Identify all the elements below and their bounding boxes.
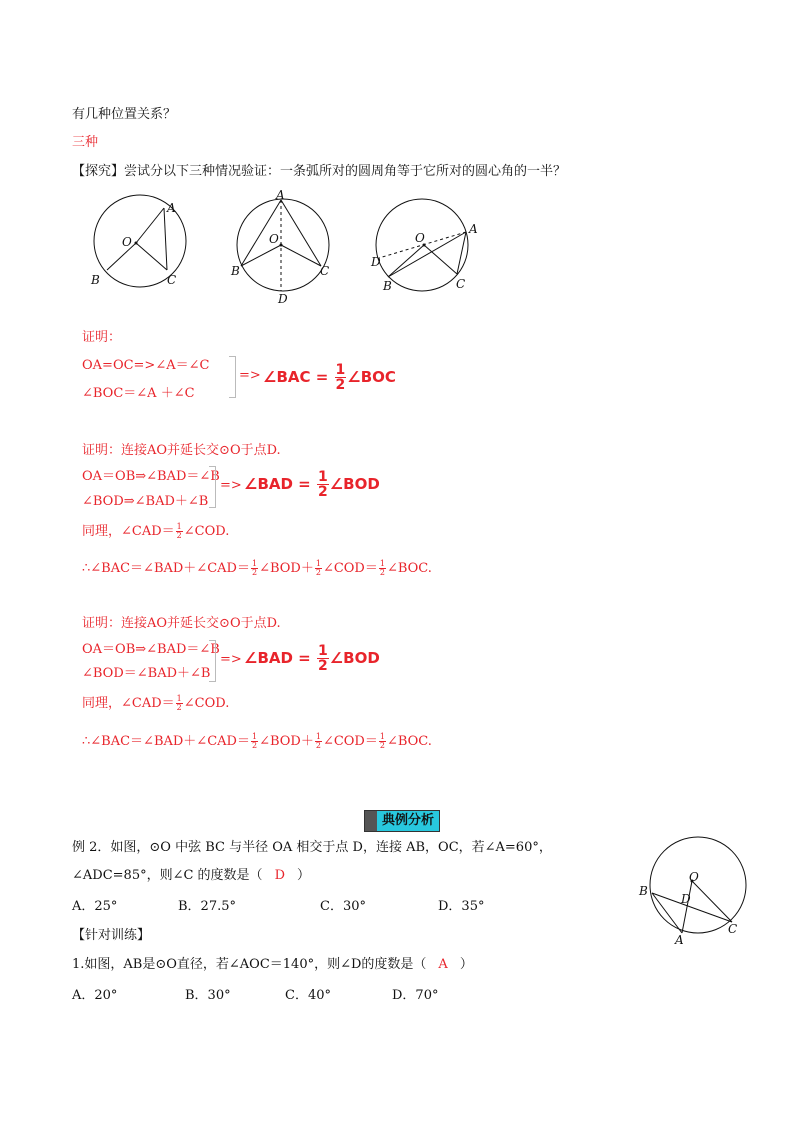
- fig2-label-o: O: [269, 232, 279, 246]
- fig4-label-c: C: [728, 922, 738, 936]
- proof3-brace: [209, 640, 216, 682]
- fraction-denominator: 2: [315, 568, 321, 577]
- proof1-result-post: ∠BOC: [347, 368, 396, 386]
- fraction-denominator: 2: [176, 703, 182, 712]
- fraction-denominator: 2: [379, 568, 385, 577]
- training-q1: [72, 953, 473, 972]
- fraction-numerator: 1: [335, 362, 346, 378]
- proof1-line1: OA=OC=>∠A＝∠C: [82, 358, 210, 373]
- fraction-numerator: 1: [176, 522, 182, 531]
- proof3-similar: [82, 692, 229, 712]
- fig3-label-o: O: [415, 231, 425, 245]
- figure-case2: [228, 188, 338, 306]
- fig3-label-c: C: [456, 277, 466, 291]
- proof3-result-pre: ∠BAD =: [244, 649, 311, 667]
- half-fraction: [251, 733, 258, 750]
- fraction-numerator: 1: [317, 469, 328, 485]
- proof2-line2: ∠BOD⇒∠BAD＋∠B: [82, 494, 209, 509]
- training-q1-answer: A: [438, 957, 448, 972]
- fig4-label-a: A: [675, 933, 684, 947]
- proof2-th-a: ∴∠BAC＝∠BAD＋∠CAD＝: [82, 561, 250, 576]
- proof3-th-a: ∴∠BAC＝∠BAD＋∠CAD＝: [82, 734, 250, 749]
- fig1-label-a: A: [167, 201, 176, 215]
- example2-option-b: B．27.5°: [178, 899, 236, 914]
- fig4-label-d: D: [681, 892, 691, 906]
- fraction-numerator: 1: [251, 559, 258, 568]
- proof2-th-b: ∠BOD＋: [259, 561, 314, 576]
- example2-line1: 例 2．如图，⊙O 中弦 BC 与半径 OA 相交于点 D，连接 AB，OC，若∠A=60°，: [72, 840, 552, 855]
- proof3-result-post: ∠BOD: [329, 649, 380, 667]
- proof3-line2: ∠BOD＝∠BAD＋∠B: [82, 666, 211, 681]
- fraction-numerator: 1: [315, 559, 321, 568]
- fig2-label-b: B: [231, 264, 240, 278]
- proof1-result: [263, 363, 396, 392]
- half-fraction: [315, 560, 322, 577]
- proof3-th-d: ∠BOC.: [386, 734, 432, 749]
- half-fraction: [379, 560, 386, 577]
- explore-line: [72, 160, 566, 179]
- fig1-label-c: C: [167, 273, 177, 287]
- proof2-similar: [82, 520, 229, 540]
- fraction-numerator: 1: [379, 732, 385, 741]
- explore-text: 尝试分以下三种情况验证：一条弧所对的圆周角等于它所对的圆心角的一半？: [124, 164, 567, 179]
- fraction-numerator: 1: [251, 732, 258, 741]
- proof1-line2: ∠BOC＝∠A ＋∠C: [82, 386, 195, 401]
- section-heading-label: 典例分析: [377, 811, 439, 831]
- fig4-label-b: B: [639, 884, 648, 898]
- fig3-label-a: A: [469, 222, 478, 236]
- fig3-label-d: D: [371, 255, 381, 269]
- answer-line: 三种: [72, 135, 99, 150]
- fraction-numerator: 1: [379, 559, 385, 568]
- proof3-result: [244, 644, 380, 673]
- proof3-therefore: [82, 730, 432, 750]
- fraction-numerator: 1: [315, 732, 321, 741]
- proof2-th-c: ∠COD＝: [322, 561, 378, 576]
- question-line: 有几种位置关系？: [72, 107, 177, 122]
- fraction-denominator: 2: [335, 377, 346, 393]
- fraction-numerator: 1: [317, 643, 328, 659]
- fraction-denominator: 2: [379, 741, 385, 750]
- heading-shade: [365, 811, 377, 831]
- proof2-brace: [209, 466, 216, 508]
- proof2-similar-pre: 同理，∠CAD＝: [82, 524, 175, 539]
- proof1-result-pre: ∠BAC =: [263, 368, 329, 386]
- half-fraction: [176, 523, 183, 540]
- proof2-similar-post: ∠COD.: [183, 524, 230, 539]
- fraction-denominator: 2: [176, 531, 182, 540]
- proof3-title: 证明：连接AO并延长交⊙O于点D.: [82, 616, 281, 631]
- example2-answer: D: [274, 868, 285, 883]
- fig2-label-a: A: [276, 188, 285, 202]
- fig2-label-c: C: [320, 264, 330, 278]
- training-q1-post: ）: [459, 957, 473, 972]
- proof2-arrow: =>: [220, 478, 242, 493]
- half-fraction: [335, 363, 347, 392]
- proof1-arrow: =>: [239, 368, 261, 383]
- section-heading: [364, 810, 440, 832]
- fig1-label-o: O: [122, 235, 132, 249]
- example2-line2: [72, 864, 310, 883]
- fraction-denominator: 2: [317, 658, 328, 674]
- training-tag: 【针对训练】: [72, 928, 151, 943]
- training-option-c: C．40°: [285, 988, 331, 1003]
- example2-line2-pre: ∠ADC=85°，则∠C 的度数是（: [72, 868, 263, 883]
- half-fraction: [379, 733, 386, 750]
- example2-line2-post: ）: [297, 868, 311, 883]
- training-option-b: B．30°: [185, 988, 231, 1003]
- example2-option-c: C．30°: [320, 899, 366, 914]
- proof3-th-c: ∠COD＝: [322, 734, 378, 749]
- training-option-d: D．70°: [392, 988, 439, 1003]
- half-fraction: [317, 470, 329, 499]
- half-fraction: [176, 695, 183, 712]
- proof2-title: 证明：连接AO并延长交⊙O于点D.: [82, 443, 281, 458]
- proof3-line1: OA＝OB⇒∠BAD＝∠B: [82, 642, 220, 657]
- fraction-denominator: 2: [251, 741, 258, 750]
- proof2-therefore: [82, 557, 432, 577]
- explore-tag: 【探究】: [72, 164, 125, 179]
- proof2-line1: OA＝OB⇒∠BAD＝∠B: [82, 469, 220, 484]
- half-fraction: [317, 644, 329, 673]
- fig3-label-b: B: [383, 279, 392, 293]
- half-fraction: [315, 733, 322, 750]
- fraction-denominator: 2: [251, 568, 258, 577]
- fig4-label-o: O: [689, 870, 699, 884]
- fraction-numerator: 1: [176, 694, 182, 703]
- proof2-th-d: ∠BOC.: [386, 561, 432, 576]
- fig1-label-b: B: [91, 273, 100, 287]
- proof2-result: [244, 470, 380, 499]
- figure-example2: [636, 835, 754, 947]
- figure-case1: [85, 190, 195, 295]
- fraction-denominator: 2: [317, 484, 328, 500]
- proof3-similar-post: ∠COD.: [183, 696, 230, 711]
- half-fraction: [251, 560, 258, 577]
- proof1-title: 证明：: [82, 330, 122, 345]
- proof2-result-pre: ∠BAD =: [244, 475, 311, 493]
- fraction-denominator: 2: [315, 741, 321, 750]
- proof2-result-post: ∠BOD: [329, 475, 380, 493]
- fig2-label-d: D: [278, 292, 288, 306]
- training-option-a: A．20°: [72, 988, 118, 1003]
- training-q1-pre: 1.如图，AB是⊙O直径，若∠AOC＝140°，则∠D的度数是（: [72, 957, 427, 972]
- example2-option-d: D．35°: [438, 899, 485, 914]
- proof3-similar-pre: 同理，∠CAD＝: [82, 696, 175, 711]
- proof3-th-b: ∠BOD＋: [259, 734, 314, 749]
- example2-option-a: A．25°: [72, 899, 118, 914]
- proof3-arrow: =>: [220, 652, 242, 667]
- proof1-brace: [229, 356, 236, 398]
- figure-case3: [368, 195, 488, 300]
